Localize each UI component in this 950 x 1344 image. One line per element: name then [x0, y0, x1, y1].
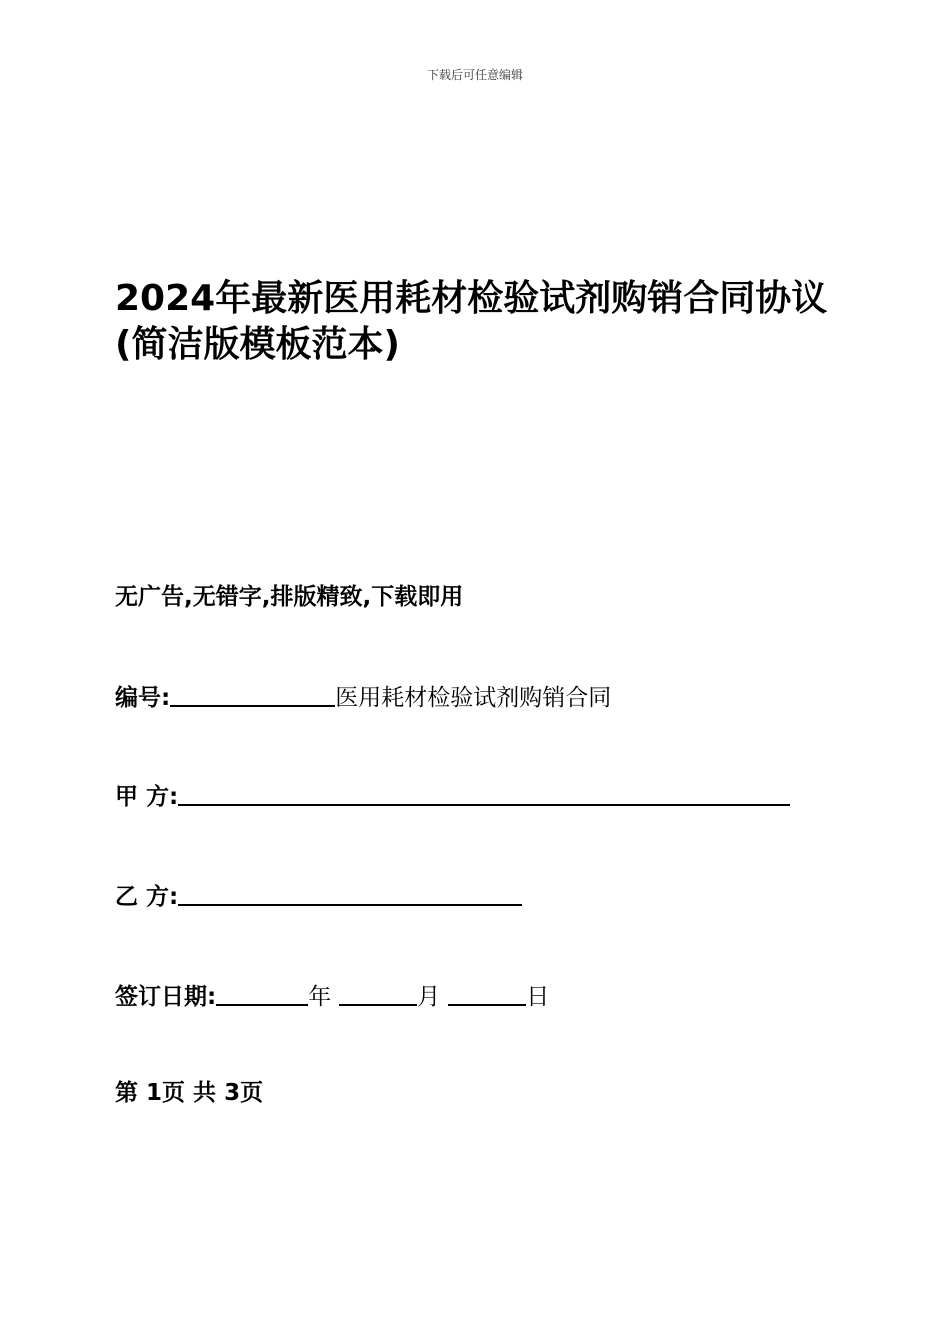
party-a-label: 甲 方: [115, 784, 179, 810]
page-info-suffix: 页 [240, 1080, 264, 1106]
contract-number-line [115, 681, 611, 713]
sign-month-unit: 月 [417, 984, 441, 1010]
party-a-line [115, 780, 790, 812]
sign-date-line [115, 980, 549, 1012]
sign-year-unit: 年 [308, 984, 332, 1010]
header-note: 下载后可任意编辑 [426, 68, 523, 82]
sign-month-blank[interactable] [339, 980, 417, 1006]
slogan: 无广告,无错字,排版精致,下载即用 [115, 584, 464, 610]
sign-year-blank[interactable] [216, 980, 308, 1006]
party-b-label: 乙 方: [115, 884, 179, 910]
page-info-middle: 页 共 [162, 1080, 217, 1106]
page-info-total: 3 [224, 1080, 241, 1106]
party-b-line [115, 880, 522, 912]
sign-date-label: 签订日期: [115, 984, 217, 1010]
page-info [115, 1078, 263, 1108]
sign-day-blank[interactable] [448, 980, 526, 1006]
party-b-blank[interactable] [178, 880, 522, 906]
contract-number-suffix: 医用耗材检验试剂购销合同 [335, 685, 612, 711]
page-info-current: 1 [146, 1080, 163, 1106]
contract-number-blank[interactable] [170, 681, 335, 707]
page-info-prefix: 第 [115, 1080, 138, 1106]
sign-day-unit: 日 [526, 984, 550, 1010]
party-a-blank[interactable] [178, 780, 790, 806]
document-title: 2024年最新医用耗材检验试剂购销合同协议(简洁版模板范本) [115, 278, 828, 365]
contract-number-label: 编号: [115, 685, 171, 711]
